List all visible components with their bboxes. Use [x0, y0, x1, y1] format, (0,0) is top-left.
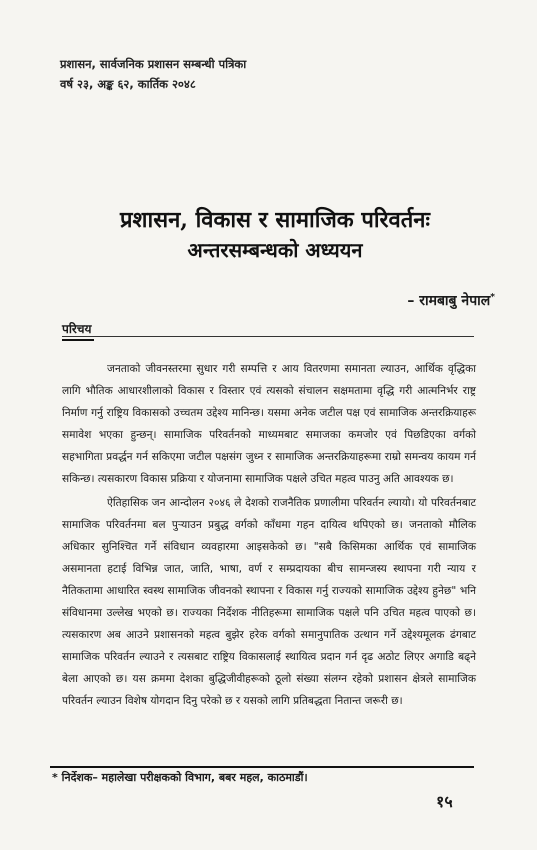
journal-issue: वर्ष २३, अङ्क ६२, कार्तिक २०४८ [60, 77, 196, 91]
paragraph: ऐतिहासिक जन आन्दोलन २०४६ ले देशको राजनैतिक प्रणालीमा परिवर्तन ल्यायो। यो परिवर्तनबाट सामाजिक परिवर्तनमा बल पुर्‍याउन प्रबुद्ध वर्गको काँधमा गहन दायित्व थपिएको छ। जनताको मौलिक अधिकार सुनिश्चित गर्ने संविधान व्यवहारमा आइसकेको छ। "सबै किसिमका आर्थिक एवं सामाजिक असमानता हटाई विभिन्न जात, जाति, भाषा, वर्ण र सम्प्रदायका बीच सामन्जस्य स्थापना गरी न्याय र नैतिकतामा आधारित स्वस्थ सामाजिक जीवनको स्थापना र विकास गर्नु राज्यको सामाजिक उद्देश्य हुनेछ" भनि संविधानमा उल्लेख भएको छ। राज्यका निर्देशक नीतिहरूमा सामाजिक पक्षले पनि उचित महत्व पाएको छ। त्यसकारण अब आउने प्रशासनको महत्व बुझेर हरेक वर्गको समानुपातिक उत्थान गर्ने उद्देश्यमूलक ढंगबाट सामाजिक परिवर्तन ल्याउने र त्यसबाट राष्ट्रिय विकासलाई स्थायित्व प्रदान गर्न दृढ अठोट लिएर अगाडि बढ्ने बेला आएको छ। यस क्रममा देशका बुद्धिजीवीहरूको ठूलो संख्या संलग्न रहेको प्रशासन क्षेत्रले सामाजिक परिवर्तन ल्याउन विशेष योगदान दिनु परेको छ र यसको लागि प्रतिबद्धता नितान्त जरूरी छ। [62, 497, 476, 707]
paragraph: जनताको जीवनस्तरमा सुधार गरी सम्पत्ति र आय वितरणमा समानता ल्याउन, आर्थिक वृद्धिका लागि भौतिक आधारशीलाको विकास र विस्तार एवं त्यसको संचालन सक्षमतामा वृद्धि गरी आत्मनिर्भर राष्ट्र निर्माण गर्नु राष्ट्रिय विकासको उच्चतम उद्देश्य मानिन्छ। यसमा अनेक जटील पक्ष एवं सामाजिक अन्तरक्रियाहरू समावेश भएका हुन्छन्। सामाजिक परिवर्तनको माध्यमबाट समाजका कमजोर एवं पिछडिएका वर्गको सहभागिता प्रवर्द्धन गर्न सकिएमा जटील पक्षसंग जुध्न र सामाजिक अन्तरक्रियाहरूमा राम्रो समन्वय कायम गर्न सकिन्छ। त्यसकारण विकास प्रक्रिया र योजनामा सामाजिक पक्षले उचित महत्व पाउनु अति आवश्यक छ। [62, 363, 476, 485]
author-name: – रामबाबु नेपाल [407, 293, 491, 309]
footnote-divider [50, 766, 474, 768]
journal-header [60, 54, 480, 94]
author-footnote-mark: * [490, 292, 495, 303]
article-body [62, 358, 476, 712]
article-title [40, 205, 510, 265]
article-title-line-1: प्रशासन, विकास र सामाजिक परिवर्तनः [120, 207, 430, 233]
footnote-text: निर्देशक– महालेखा परीक्षकको विभाग, बबर महल, काठमाडौं। [61, 771, 308, 784]
section-divider [62, 336, 474, 337]
footnote-mark: * [52, 771, 58, 784]
article-author [407, 291, 495, 310]
section-heading: परिचय [62, 320, 94, 341]
article-title-line-2: अन्तरसम्बन्धको अध्ययन [187, 238, 363, 262]
page-number: १५ [436, 792, 453, 811]
journal-name: प्रशासन, सार्वजनिक प्रशासन सम्बन्धी पत्रिका [60, 57, 247, 71]
footnote [52, 770, 476, 785]
